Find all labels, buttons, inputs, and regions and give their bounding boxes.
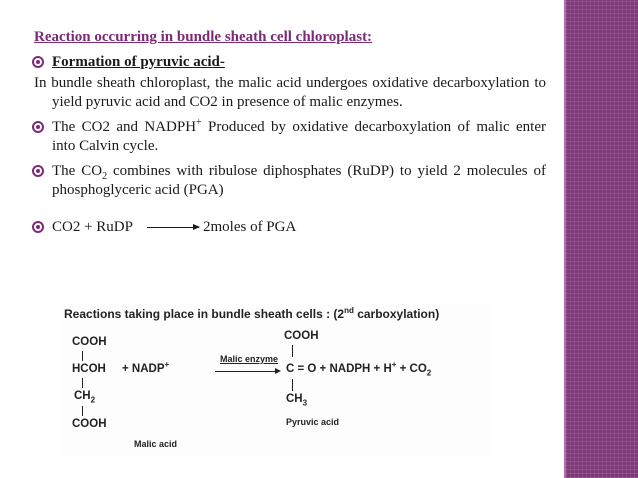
figure-reaction-arrow-icon: [215, 371, 277, 372]
pyruvic-line-text: C = O + NADPH + H: [286, 363, 392, 375]
bond-line: [82, 378, 83, 388]
pyruvic-ch3: [286, 393, 308, 408]
malic-cooh-bottom: COOH: [72, 418, 107, 430]
malic-ch-text: CH: [74, 390, 91, 402]
figure-title: [64, 307, 439, 321]
pyruvic-reaction-line: [286, 360, 432, 378]
pyruvic-ch-sub: 3: [302, 398, 308, 408]
bullet-icon: [32, 56, 44, 68]
bullet2-text-start: The CO2 and NADPH: [52, 119, 197, 135]
pyruvic-co2-text: + CO: [396, 363, 427, 375]
reaction-figure: [60, 303, 490, 457]
bond-line: [292, 379, 293, 391]
equation-left: CO2 + RuDP: [52, 219, 133, 235]
bullet-item-subheading: [24, 53, 546, 72]
bullet3-text-end: combines with ribulose diphosphates (RuDP) to yield 2 molecules of phosphoglyceric acid (PGA): [52, 163, 546, 198]
bullet-icon: [32, 121, 44, 133]
malic-ch-sub: 2: [90, 395, 96, 405]
bullet-icon: [32, 221, 44, 233]
malic-hcoh: HCOH: [72, 363, 106, 375]
bullet2-superscript: +: [196, 117, 202, 128]
bullet-item-co2-nadph: [24, 118, 546, 156]
bond-line: [292, 345, 293, 357]
bullet3-subscript: 2: [102, 171, 108, 182]
paragraph-oxidative-decarboxylation: In bundle sheath chloroplast, the malic acid undergoes oxidative decarboxylation to yield pyruvic acid and CO2 in presence of malic enzymes.: [34, 75, 546, 110]
subheading: Formation of pyruvic acid-: [52, 54, 225, 70]
pyruvic-line-sup: +: [391, 360, 397, 370]
bullet3-text-start: The CO: [52, 163, 103, 179]
pyruvic-acid-label: Pyruvic acid: [286, 417, 340, 427]
slide-content: [24, 28, 546, 237]
figure-title-sup: nd: [344, 306, 354, 315]
pyruvic-co2-sub: 2: [426, 368, 432, 378]
figure-title-main: Reactions taking place in bundle sheath cells : (2: [64, 307, 345, 321]
pyruvic-ch-text: CH: [286, 393, 303, 405]
bullet-item-co2-rudp: [24, 162, 546, 200]
bullet-item-equation: [24, 218, 546, 237]
bond-line: [82, 351, 83, 361]
plus-nadp: [122, 360, 170, 375]
bullet2-text-end: Produced by oxidative decarboxylation of malic enter into Calvin cycle.: [52, 119, 546, 154]
malic-enzyme-label: Malic enzyme: [220, 354, 279, 364]
plus-nadp-sup: +: [164, 360, 170, 370]
malic-acid-label: Malic acid: [134, 439, 178, 449]
malic-cooh-top: COOH: [72, 336, 107, 348]
equation-right: 2moles of PGA: [202, 219, 297, 235]
malic-ch2: [74, 390, 96, 405]
pyruvic-cooh: COOH: [284, 330, 319, 342]
slide-heading: Reaction occurring in bundle sheath cell chloroplast:: [34, 29, 373, 45]
bullet-icon: [32, 165, 44, 177]
reaction-arrow-icon: [147, 227, 199, 228]
bond-line: [82, 406, 83, 416]
plus-nadp-text: + NADP: [122, 363, 165, 375]
figure-arrowhead-icon: [275, 368, 281, 374]
figure-title-end: carboxylation): [353, 307, 440, 321]
decorative-sidebar: [566, 0, 638, 478]
